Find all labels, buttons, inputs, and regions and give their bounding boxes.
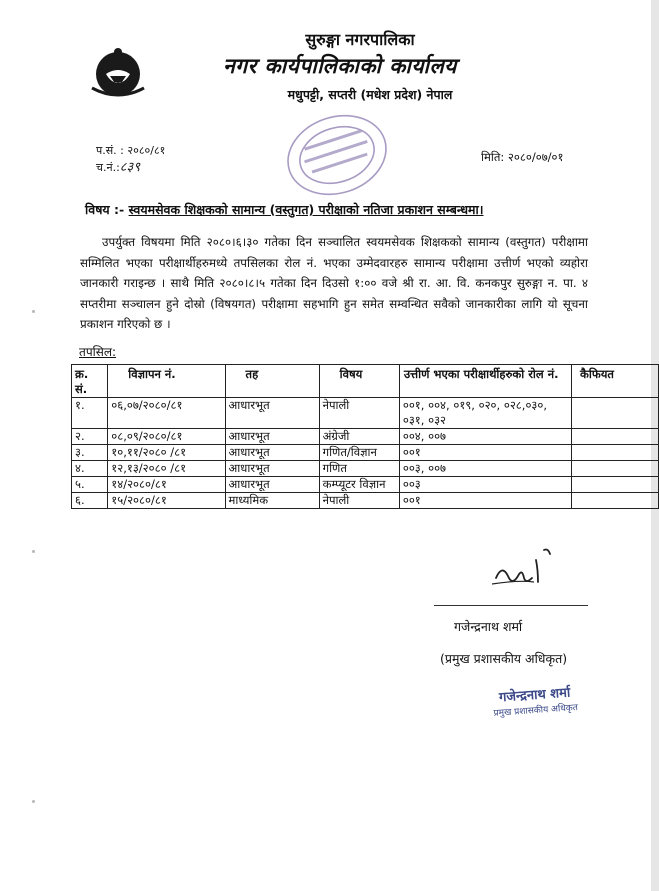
office-address: मधुपट्टी, सप्तरी (मधेश प्रदेश) नेपाल [287, 87, 453, 102]
signatory-name: गजेन्द्रनाथ शर्मा [454, 619, 523, 634]
cell-remarks [572, 429, 659, 445]
table-row [72, 429, 659, 445]
cell-roll-numbers: ००१ [399, 445, 571, 461]
subject-text: स्वयमसेवक शिक्षकको सामान्य (वस्तुगत) परीक्षाको नतिजा प्रकाशन सम्बन्धमा। [128, 202, 484, 217]
subject-line [85, 201, 484, 218]
cell-subject: गणित/विज्ञान [319, 445, 399, 461]
header-remarks: कैफियत [572, 365, 659, 398]
cell-remarks [572, 398, 659, 429]
cell-subject: कम्प्यूटर विज्ञान [319, 477, 399, 493]
cell-advertisement-no: ०६,०७/२०८०/८१ [108, 398, 225, 429]
municipality-name: सुरुङ्गा नगरपालिका [305, 30, 415, 49]
cell-serial: ४. [72, 461, 108, 477]
cell-level: आधारभूत [225, 445, 319, 461]
cell-remarks [572, 445, 659, 461]
officer-stamp [479, 681, 591, 720]
cell-level: आधारभूत [225, 398, 319, 429]
cell-roll-numbers: ००४, ००७ [399, 429, 571, 445]
signature-line [434, 605, 588, 606]
cell-serial: ३. [72, 445, 108, 461]
dispatch-number-row [96, 159, 165, 176]
cell-subject: अंग्रेजी [319, 429, 399, 445]
cell-level: माध्यमिक [225, 493, 319, 509]
cell-level: आधारभूत [225, 461, 319, 477]
notice-body: उपर्युक्त विषयमा मिति २०८०।६।३० गतेका दिन सञ्चालित स्वयमसेवक शिक्षकको सामान्य (वस्तुगत) परीक्षामा सम्मिलित भएका परीक्षार्थीहरुमध्ये तपसिलका रोल नं. भएका उम्मेदवारहरु सामान्य परीक्षामा उत्तीर्ण भएको व्यहोरा जानकारी गराइन्छ । साथै मिति २०८०।८।५ गतेका दिन दिउसो १:०० वजे श्री रा. आ. वि. कनकपुर सुरुङ्गा न. पा. ४ सप्तरीमा सञ्चालन हुने दोस्रो (विषयगत) परीक्षामा सहभागि हुन समेत सम्वन्धित सवैको जानकारीका लागि यो सूचना प्रकाशन गरिएको छ । [80, 235, 588, 331]
cell-advertisement-no: १२,१३/२०८० /८१ [108, 461, 225, 477]
cell-level: आधारभूत [225, 477, 319, 493]
table-header-row [72, 365, 659, 398]
cell-subject: गणित [319, 461, 399, 477]
cell-remarks [572, 477, 659, 493]
stamp-post: प्रमुख प्रशासकीय अधिकृत [493, 703, 579, 719]
cell-serial: ५. [72, 477, 108, 493]
dispatch-label: च.नं.: [96, 161, 120, 174]
cell-serial: ६. [72, 493, 108, 509]
table-row [72, 461, 659, 477]
header-level: तह [225, 365, 319, 398]
cell-roll-numbers: ००१ [399, 493, 571, 509]
header-roll-numbers: उत्तीर्ण भएका परीक्षार्थीहरुको रोल नं. [399, 365, 571, 398]
cell-advertisement-no: १५/२०८०/८१ [108, 493, 225, 509]
table-row [72, 398, 659, 429]
cell-remarks [572, 493, 659, 509]
office-seal [282, 110, 392, 200]
table-title: तपसिल: [79, 345, 117, 359]
cell-roll-numbers: ००१, ००४, ०१९, ०२०, ०२८,०३०, ०३१, ०३२ [399, 398, 571, 429]
cell-serial: २. [72, 429, 108, 445]
office-name: नगर कार्यपालिकाको कार्यालय [223, 53, 457, 78]
cell-subject: नेपाली [319, 398, 399, 429]
header-subject: विषय [319, 365, 399, 398]
cell-subject: नेपाली [319, 493, 399, 509]
cell-roll-numbers: ००३ [399, 477, 571, 493]
table-row [72, 445, 659, 461]
header-serial: क्र. सं. [72, 365, 108, 398]
stamp-name: गजेन्द्रनाथ शर्मा [498, 685, 571, 706]
subject-label: विषय :- [85, 202, 125, 217]
municipality-emblem-icon [84, 44, 152, 98]
letterhead [160, 28, 520, 103]
cell-roll-numbers: ००३, ००७ [399, 461, 571, 477]
reference-block [96, 142, 165, 176]
margin-dots [32, 310, 35, 870]
cell-advertisement-no: ०८,०९/२०८०/८१ [108, 429, 225, 445]
table-row [72, 477, 659, 493]
cell-advertisement-no: १४/२०८०/८१ [108, 477, 225, 493]
handwritten-signature [488, 548, 558, 596]
cell-serial: १. [72, 398, 108, 429]
letter-date: मिति: २०८०/०७/०१ [481, 150, 564, 164]
cell-level: आधारभूत [225, 429, 319, 445]
table-row [72, 493, 659, 509]
signatory-title: (प्रमुख प्रशासकीय अधिकृत) [440, 651, 568, 666]
cell-advertisement-no: १०,११/२०८० /८१ [108, 445, 225, 461]
cell-remarks [572, 461, 659, 477]
letter-number: प.सं. : २०८०/८१ [96, 144, 166, 157]
results-table [71, 364, 659, 509]
header-advertisement-no: विज्ञापन नं. [108, 365, 225, 398]
dispatch-number: ८३९ [119, 160, 141, 175]
